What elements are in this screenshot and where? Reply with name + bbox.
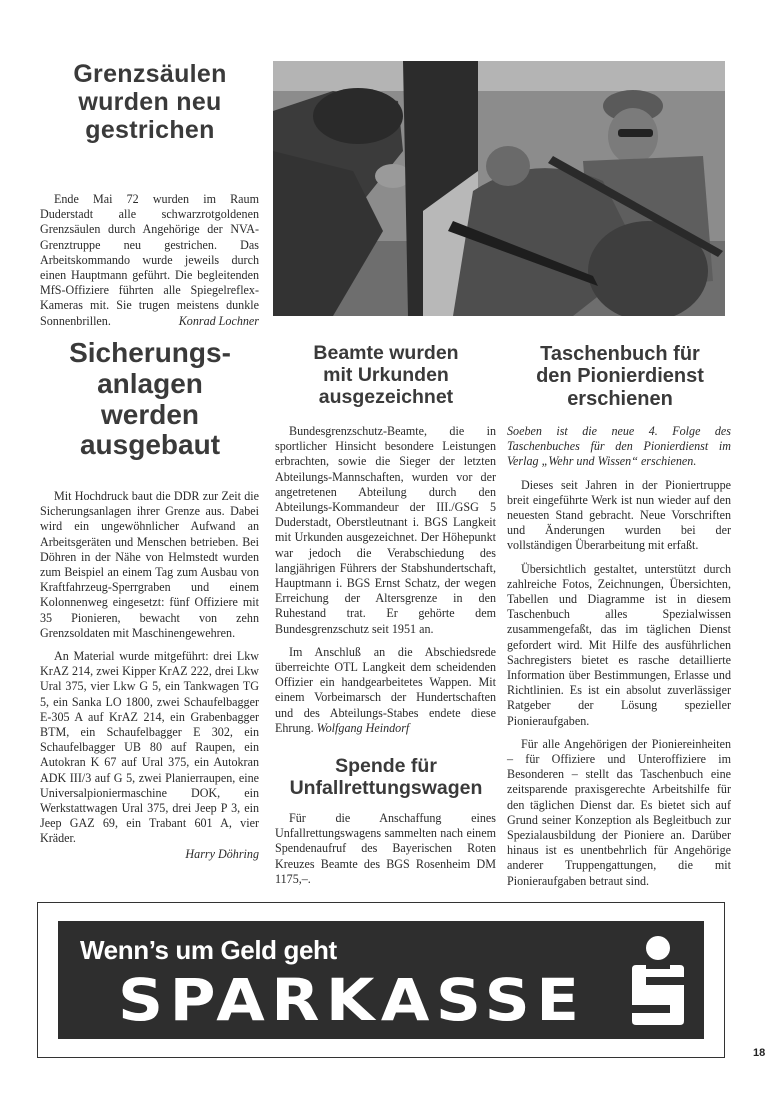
article-photo xyxy=(273,61,725,316)
article-beamte-body xyxy=(275,424,496,744)
ad-brand: SPARKASSE xyxy=(118,966,586,1034)
article-grenzsaeulen-body xyxy=(40,192,259,329)
paragraph: Mit Hochdruck baut die DDR zur Zeit die Sicherungsanlagen ihrer Grenze aus. Dabei wird ein ungewöhnlicher Aufwand an Arbeitsgeräten und Menschen betrieben. Bei Döhren in der Nähe von Helmstedt wurden zum Beispiel an einem Tag zum Ausbau von Kraftfahrzeug-Sperrgraben und einem Kolonnenweg eingesetzt: fünf Offiziere mit 35 Pionieren, bewacht von zehn Grenzsoldaten mit Maschinengewehren. xyxy=(40,489,259,640)
author-byline: Wolfgang Heindorf xyxy=(316,720,410,735)
article-sicherungsanlagen xyxy=(40,338,260,461)
article-beamte xyxy=(275,343,497,408)
lead-paragraph: Soeben ist die neue 4. Folge des Taschenbuches für den Pionierdienst im Verlag „Wehr und Wissen“ erschienen. xyxy=(507,424,731,469)
article-taschenbuch xyxy=(507,343,733,410)
article-sicherungsanlagen-body xyxy=(40,489,259,862)
headline-spende: Spende für Unfallrettungswagen xyxy=(289,755,483,799)
article-spende xyxy=(275,756,497,800)
article-grenzsaeulen xyxy=(40,60,260,144)
headline-beamte: Beamte wurden mit Urkunden ausgezeichnet xyxy=(313,342,459,408)
paragraph: Für die Anschaffung eines Unfallrettungswagens sammelten nach einem Spendenaufruf des Bayerischen Roten Kreuzes Beamte des BGS Rosenheim DM 1175,–. xyxy=(275,811,496,886)
paragraph: Dieses seit Jahren in der Pioniertruppe breit eingeführte Werk ist nun wieder auf den neuesten Stand gebracht. Neue Vorschriften und Änderungen wurden bei der vollständigen Überarbeitung mit erfaßt. xyxy=(507,477,731,553)
author-byline: Konrad Lochner xyxy=(178,313,259,328)
paragraph: An Material wurde mitgeführt: drei Lkw KrAZ 214, zwei Kipper KrAZ 222, drei Lkw Ural 375, vier Lkw G 5, ein Tankwagen TG 5, ein Sanka LO 1800, zwei Schaufelbagger E-305 A auf KrAZ 214, ein Grabenbagger BTM, ein Schaufelbagger E 302, ein Schaufelbagger UB 80 auf Raupen, ein Autokran K 67 auf Ural 375, ein Autokran ADK III/3 auf G 5, zwei Planierraupen, eine Universalpioniermaschine DOK, ein Werkstattwagen Ural 375, drei Jeep P 3, ein Jeep GAZ 69, ein Trabant 601 A, vier Kräder. xyxy=(40,649,259,846)
page-number: 18 xyxy=(753,1047,766,1059)
paragraph: Für alle Angehörigen der Pioniereinheiten – für Offiziere und Unteroffiziere im Besonderen – stellt das Taschenbuch eine zeitsparende praxisgerechte Arbeitshilfe für den täglichen Dienst dar. Es bietet sich auf Grund seiner Konzeption als Begleitbuch zur Spezialausbildung der Pioniere an. Darüber hinaus ist es unentbehrlich für Angehörige anderer Truppengattungen, die mit Pionieraufgaben betraut sind. xyxy=(507,736,731,888)
sparkasse-advertisement xyxy=(37,902,725,1058)
paragraph: Bundesgrenzschutz-Beamte, die in sportlicher Hinsicht besondere Leistungen erbrachten, sowie die Sieger der letzten Abteilungs-Mannschaften, wurden vor der angetretenen Abteilung durch den Abteilungs-Kommandeur der III./GSG 5 Duderstadt, Oberstleutnant i. BGS Langkeit mit Urkunden ausgezeichnet. Der Höhepunkt war jedoch die Verabschiedung des langjährigen Führers der Stabshundertschaft, Hauptmann i. BGS Ernst Schatz, der wegen Erreichung der Altersgrenze in den Ruhestand trat. Er gehörte dem Bundesgrenzschutz seit 1951 an. xyxy=(275,424,496,636)
headline-taschenbuch: Taschenbuch für den Pionierdienst erschienen xyxy=(536,343,704,410)
author-byline: Harry Döhring xyxy=(185,846,259,861)
ad-banner xyxy=(58,921,704,1039)
paragraph: Übersichtlich gestaltet, unterstützt durch zahlreiche Fotos, Zeichnungen, Übersichten, Tabellen und Diagramme ist in diesem Taschenbuch alles Spezialwissen zusammengefaßt, das im täglichen Dienst gefordert wird. Mit Hilfe des ausführlichen Sachregisters bietet es rasche detaillierte Information über Bestimmungen, Erlasse und Richtlinien. Es ist ein absolut zuverlässiger Ratgeber der Lösung spezieller Pionieraufgaben. xyxy=(507,561,731,728)
article-spende-body xyxy=(275,811,496,895)
headline-grenzsaeulen: Grenzsäulen wurden neu gestrichen xyxy=(73,60,227,144)
photo-soldiers-border-post-icon xyxy=(273,61,725,316)
article-taschenbuch-body xyxy=(507,424,731,897)
paragraph: Ende Mai 72 wurden im Raum Duderstadt alle schwarzrotgoldenen Grenzsäulen durch Angehörige der NVA-Grenztruppe neu gestrichen. Das Arbeitskommando wurde jeweils durch einen Hauptmann geführt. Die begleitenden MfS-Offiziere führten alle Spiegelreflex-Kameras mit. Sie trugen meistens dunkle Sonnenbrillen. xyxy=(40,192,259,328)
ad-slogan: Wenn’s um Geld geht xyxy=(80,935,337,965)
sparkasse-s-logo-icon xyxy=(630,935,686,1027)
paragraph: Im Anschluß an die Abschiedsrede überreichte OTL Langkeit dem scheidenden Offizier ein handgearbeitetes Wappen. Mit einem Vorbeimarsch der Hundertschaften und des Abteilungs-Stabes endete diese Ehrung. Wolfgang Heindorf xyxy=(275,644,496,735)
headline-sicherungsanlagen: Sicherungs- anlagen werden ausgebaut xyxy=(69,337,231,461)
